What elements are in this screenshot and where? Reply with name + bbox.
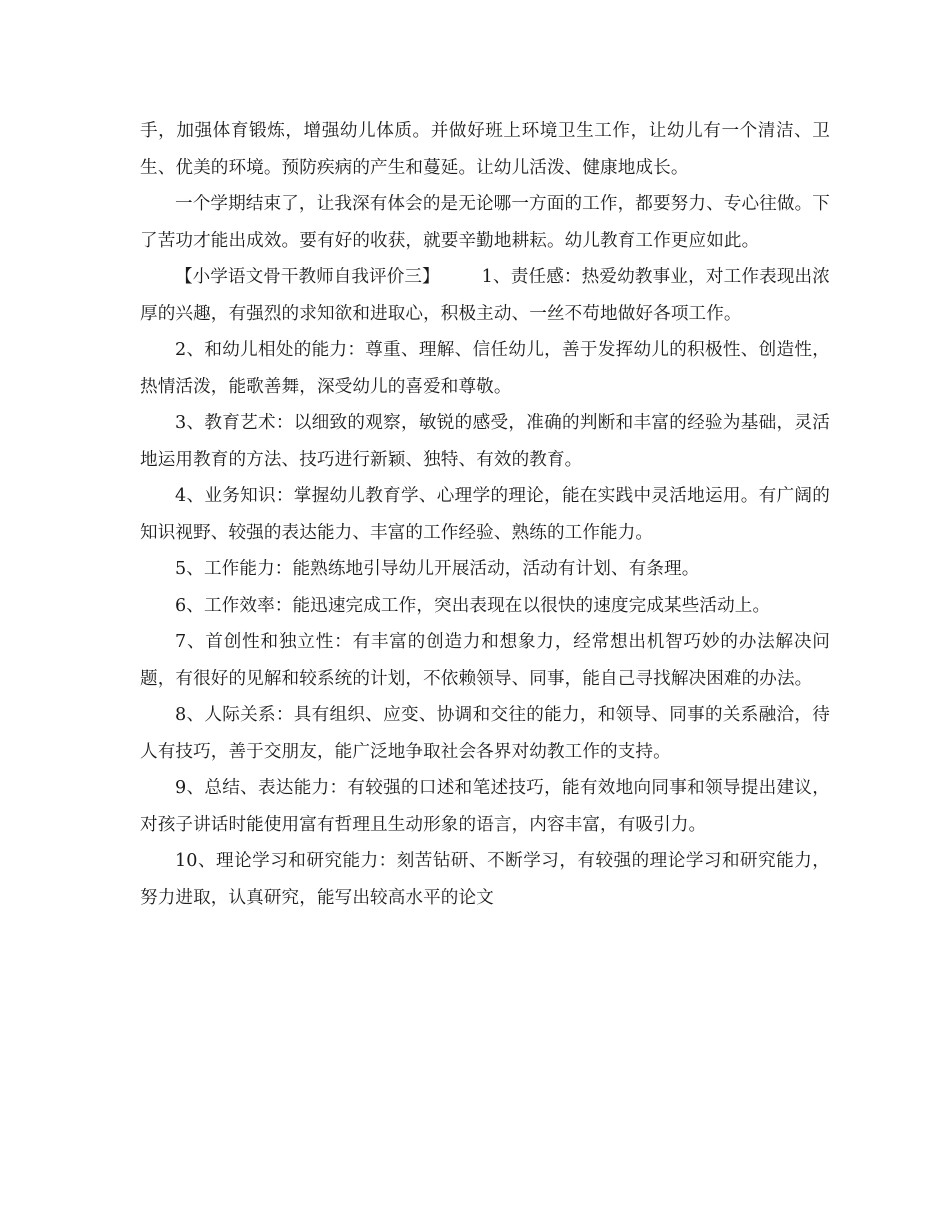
list-item-8: 8、人际关系：具有组织、应变、协调和交往的能力，和领导、同事的关系融洽，待人有技巧，善于交朋友，能广泛地争取社会各界对幼教工作的支持。 bbox=[140, 705, 830, 762]
paragraph-continuation: 手，加强体育锻炼，增强幼儿体质。并做好班上环境卫生工作，让幼儿有一个清洁、卫生、优美的环境。预防疾病的产生和蔓延。让幼儿活泼、健康地成长。 bbox=[140, 121, 830, 178]
paragraph-semester-summary: 一个学期结束了，让我深有体会的是无论哪一方面的工作，都要努力、专心往做。下了苦功才能出成效。要有好的收获，就要辛勤地耕耘。幼儿教育工作更应如此。 bbox=[140, 194, 830, 251]
section-heading-paragraph bbox=[140, 259, 830, 332]
list-item-3: 3、教育艺术：以细致的观察，敏锐的感受，准确的判断和丰富的经验为基础，灵活地运用教育的方法、技巧进行新颖、独特、有效的教育。 bbox=[140, 413, 830, 470]
list-item-10: 10、理论学习和研究能力：刻苦钻研、不断学习，有较强的理论学习和研究能力，努力进取，认真研究，能写出较高水平的论文 bbox=[140, 851, 830, 908]
list-item-9: 9、总结、表达能力：有较强的口述和笔述技巧，能有效地向同事和领导提出建议，对孩子讲话时能使用富有哲理且生动形象的语言，内容丰富，有吸引力。 bbox=[140, 778, 830, 835]
list-item-4: 4、业务知识：掌握幼儿教育学、心理学的理论，能在实践中灵活地运用。有广阔的知识视野、较强的表达能力、丰富的工作经验、熟练的工作能力。 bbox=[140, 486, 830, 543]
list-item-7: 7、首创性和独立性：有丰富的创造力和想象力，经常想出机智巧妙的办法解决问题，有很好的见解和较系统的计划，不依赖领导、同事，能自己寻找解决困难的办法。 bbox=[140, 632, 830, 689]
list-item-2: 2、和幼儿相处的能力：尊重、理解、信任幼儿，善于发挥幼儿的积极性、创造性，热情活泼，能歌善舞，深受幼儿的喜爱和尊敬。 bbox=[140, 340, 830, 397]
document-body bbox=[140, 113, 830, 916]
list-item-6: 6、工作效率：能迅速完成工作，突出表现在以很快的速度完成某些活动上。 bbox=[175, 595, 771, 616]
list-item-1: 1、责任感：热爱幼教事业，对工作表现出浓厚的兴趣，有强烈的求知欲和进取心，积极主动、一丝不苟地做好各项工作。 bbox=[140, 267, 830, 324]
list-item-5: 5、工作能力：能熟练地引导幼儿开展活动，活动有计划、有条理。 bbox=[175, 559, 700, 579]
section-heading: 【小学语文骨干教师自我评价三】 bbox=[175, 267, 440, 287]
